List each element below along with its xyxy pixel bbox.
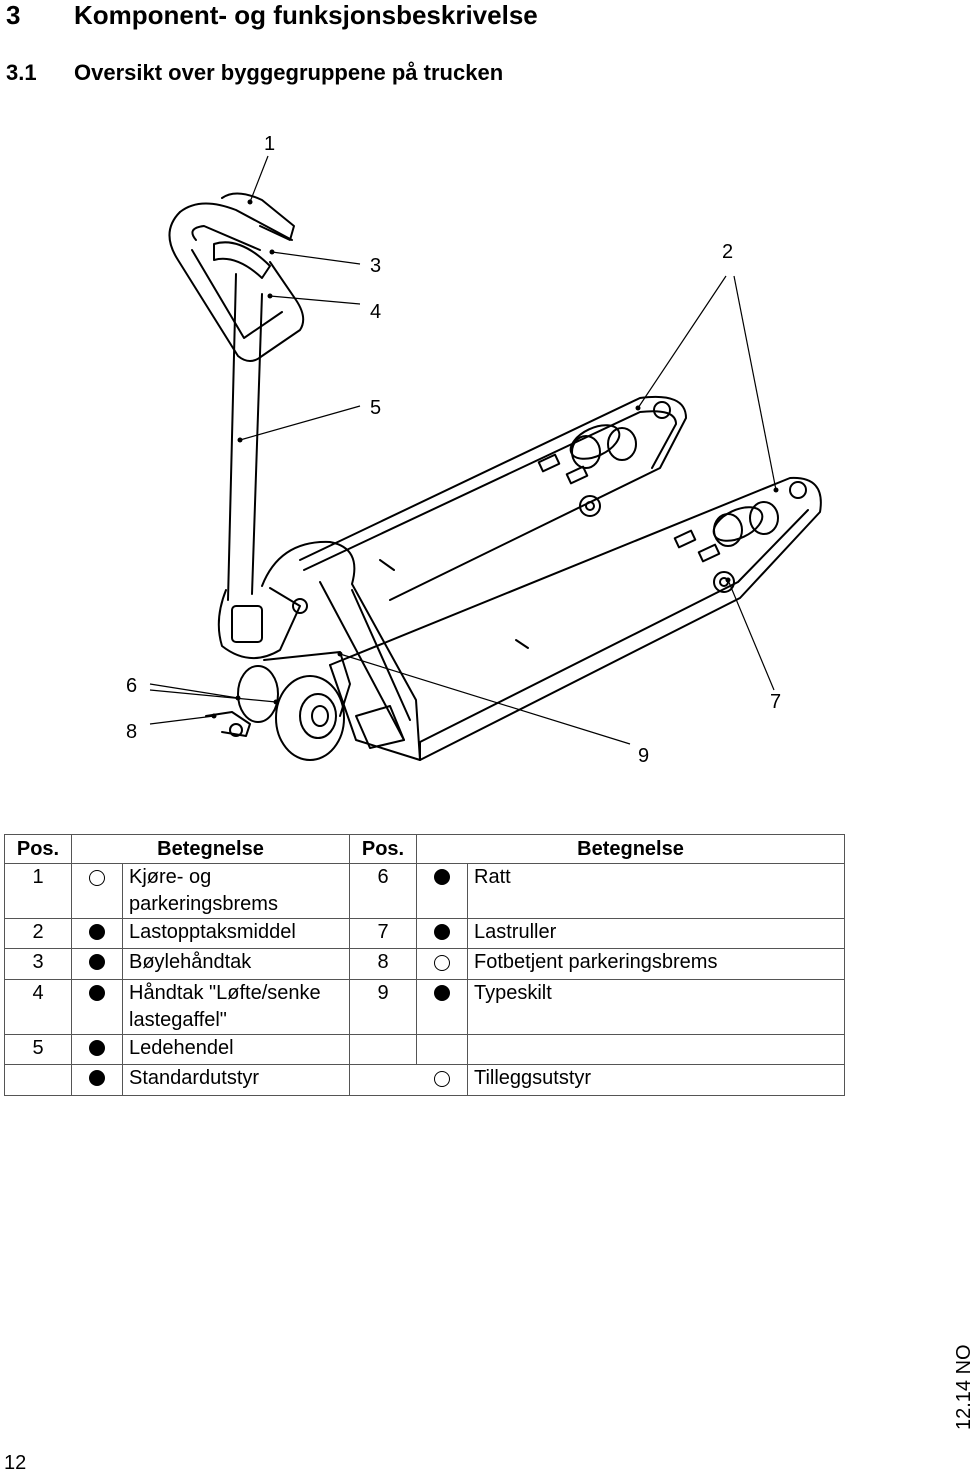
symbol-cell xyxy=(72,1065,123,1096)
symbol-cell xyxy=(72,919,123,949)
pos-cell: 7 xyxy=(350,919,417,949)
edition-date: 12.14 NO xyxy=(953,1344,975,1430)
pallet-truck-diagram xyxy=(0,120,960,780)
standard-equipment-icon xyxy=(89,985,105,1001)
designation-cell: Lastruller xyxy=(468,919,845,949)
callout-2: 2 xyxy=(722,241,734,263)
key-optional-label: Tilleggsutstyr xyxy=(468,1065,845,1096)
designation-cell: Bøylehåndtak xyxy=(123,949,350,980)
pos-cell xyxy=(350,1035,417,1065)
symbol-cell xyxy=(417,949,468,980)
pos-cell: 9 xyxy=(350,980,417,1035)
symbol-cell xyxy=(72,949,123,980)
table-header-row xyxy=(5,835,845,864)
table-key-row xyxy=(5,1065,845,1096)
table-row xyxy=(5,864,845,919)
chapter-title: Komponent- og funksjonsbeskrivelse xyxy=(74,0,538,30)
designation-cell: Håndtak "Løfte/senke lastegaffel" xyxy=(123,980,350,1035)
optional-equipment-icon xyxy=(434,1071,450,1087)
symbol-cell xyxy=(72,980,123,1035)
component-table xyxy=(4,834,845,1096)
callout-3: 3 xyxy=(370,255,382,277)
standard-equipment-icon xyxy=(434,985,450,1001)
steer-wheel-rear xyxy=(238,666,278,722)
section-title: Oversikt over byggegruppene på trucken xyxy=(74,60,504,85)
steer-wheel xyxy=(276,676,344,760)
callout-9: 9 xyxy=(638,745,650,767)
pos-cell: 1 xyxy=(5,864,72,919)
optional-equipment-icon xyxy=(89,870,105,886)
col-header-designation-2: Betegnelse xyxy=(417,835,845,864)
pos-cell: 4 xyxy=(5,980,72,1035)
standard-equipment-icon xyxy=(434,924,450,940)
col-header-pos-2: Pos. xyxy=(350,835,417,864)
symbol-cell xyxy=(417,919,468,949)
callout-7: 7 xyxy=(770,691,782,713)
designation-cell: Ledehendel xyxy=(123,1035,350,1065)
section-number: 3.1 xyxy=(6,60,37,85)
standard-equipment-icon xyxy=(89,954,105,970)
optional-equipment-icon xyxy=(434,955,450,971)
pos-cell: 6 xyxy=(350,864,417,919)
fork-left xyxy=(300,397,686,600)
pos-cell: 5 xyxy=(5,1035,72,1065)
page-number: 12 xyxy=(4,1452,27,1474)
table-row xyxy=(5,949,845,980)
callout-4: 4 xyxy=(370,301,382,323)
symbol-cell xyxy=(417,980,468,1035)
pos-cell: 8 xyxy=(350,949,417,980)
col-header-pos: Pos. xyxy=(5,835,72,864)
pump-unit xyxy=(219,588,300,658)
col-header-designation: Betegnelse xyxy=(72,835,350,864)
chapter-heading xyxy=(6,0,538,31)
section-heading xyxy=(6,60,503,86)
key-standard-label: Standardutstyr xyxy=(123,1065,350,1096)
symbol-cell xyxy=(72,864,123,919)
callout-5: 5 xyxy=(370,397,382,419)
pos-cell: 2 xyxy=(5,919,72,949)
standard-equipment-icon xyxy=(89,924,105,940)
handle-grip xyxy=(222,193,294,240)
symbol-cell xyxy=(72,1035,123,1065)
table-row xyxy=(5,980,845,1035)
callout-6: 6 xyxy=(126,675,138,697)
standard-equipment-icon xyxy=(89,1070,105,1086)
symbol-cell xyxy=(417,1035,468,1065)
callout-8: 8 xyxy=(126,721,138,743)
designation-cell: Typeskilt xyxy=(468,980,845,1035)
chapter-number: 3 xyxy=(6,0,21,30)
symbol-cell xyxy=(417,1065,468,1096)
designation-cell: Lastopptaksmiddel xyxy=(123,919,350,949)
table-row xyxy=(5,1035,845,1065)
load-roller-left xyxy=(566,418,636,468)
standard-equipment-icon xyxy=(89,1040,105,1056)
fork-right xyxy=(330,478,821,760)
pos-cell: 3 xyxy=(5,949,72,980)
designation-cell: Ratt xyxy=(468,864,845,919)
designation-cell: Fotbetjent parkeringsbrems xyxy=(468,949,845,980)
callout-1: 1 xyxy=(264,133,276,155)
symbol-cell xyxy=(417,864,468,919)
table-row xyxy=(5,919,845,949)
designation-cell xyxy=(468,1035,845,1065)
standard-equipment-icon xyxy=(434,869,450,885)
designation-cell: Kjøre- og parkeringsbrems xyxy=(123,864,350,919)
